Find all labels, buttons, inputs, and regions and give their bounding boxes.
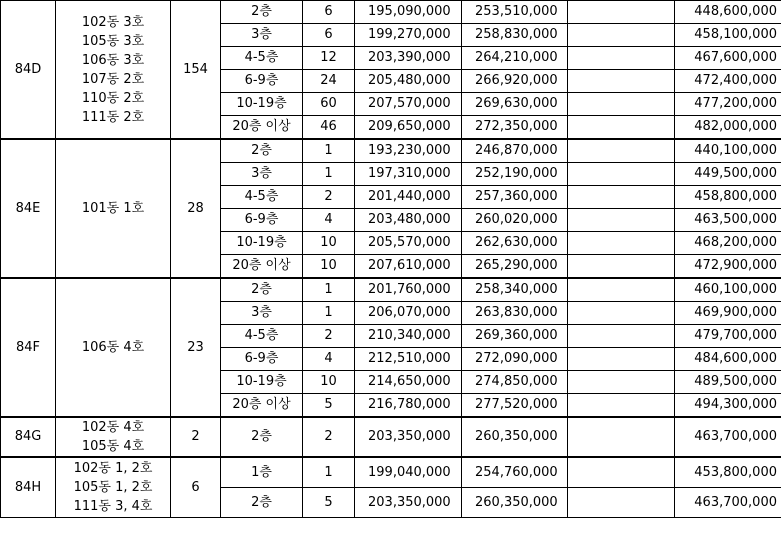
floor-cell: 2층 (221, 278, 303, 302)
land-price-cell: 195,090,000 (355, 1, 462, 24)
total-price-cell: 479,700,000 (675, 325, 781, 348)
land-price-cell: 207,610,000 (355, 255, 462, 279)
total-price-cell: 448,600,000 (675, 1, 781, 24)
building-price-cell: 274,850,000 (462, 371, 568, 394)
floor-cell: 3층 (221, 24, 303, 47)
building-unit-label: 102동 3호 (81, 14, 145, 30)
table-row (1, 139, 781, 163)
building-price-cell: 263,830,000 (462, 302, 568, 325)
land-price-cell: 205,480,000 (355, 70, 462, 93)
building-unit-label: 101동 1호 (81, 201, 145, 216)
unit-type-cell: 84H (1, 457, 56, 518)
vat-cell (568, 209, 675, 232)
land-price-cell: 203,350,000 (355, 488, 462, 518)
total-price-cell: 463,500,000 (675, 209, 781, 232)
land-price-cell: 214,650,000 (355, 371, 462, 394)
total-price-cell: 460,100,000 (675, 278, 781, 302)
total-price-cell: 477,200,000 (675, 93, 781, 116)
floor-cell: 6-9층 (221, 209, 303, 232)
households-cell: 10 (303, 255, 355, 279)
households-cell: 6 (303, 24, 355, 47)
building-unit-label: 105동 3호 (81, 33, 145, 49)
land-price-cell: 210,340,000 (355, 325, 462, 348)
total-price-cell: 472,900,000 (675, 255, 781, 279)
table-row (1, 417, 781, 457)
floor-cell: 6-9층 (221, 348, 303, 371)
building-price-cell: 262,630,000 (462, 232, 568, 255)
building-price-cell: 260,350,000 (462, 488, 568, 518)
households-cell: 2 (303, 417, 355, 457)
floor-cell: 20층 이상 (221, 394, 303, 418)
unit-count-cell: 28 (171, 139, 221, 278)
building-price-cell: 272,350,000 (462, 116, 568, 140)
table-row (1, 1, 781, 24)
vat-cell (568, 70, 675, 93)
households-cell: 6 (303, 1, 355, 24)
vat-cell (568, 186, 675, 209)
households-cell: 60 (303, 93, 355, 116)
building-units-cell (56, 278, 171, 417)
floor-cell: 4-5층 (221, 186, 303, 209)
households-cell: 1 (303, 278, 355, 302)
building-price-cell: 258,340,000 (462, 278, 568, 302)
floor-cell: 10-19층 (221, 371, 303, 394)
total-price-cell: 467,600,000 (675, 47, 781, 70)
vat-cell (568, 325, 675, 348)
land-price-cell: 201,760,000 (355, 278, 462, 302)
building-units-cell (56, 1, 171, 140)
households-cell: 1 (303, 302, 355, 325)
vat-cell (568, 371, 675, 394)
building-unit-label: 105동 4호 (81, 439, 145, 454)
households-cell: 5 (303, 394, 355, 418)
households-cell: 24 (303, 70, 355, 93)
households-cell: 10 (303, 371, 355, 394)
total-price-cell: 458,100,000 (675, 24, 781, 47)
land-price-cell: 197,310,000 (355, 163, 462, 186)
vat-cell (568, 116, 675, 140)
vat-cell (568, 93, 675, 116)
table-row (1, 278, 781, 302)
land-price-cell: 206,070,000 (355, 302, 462, 325)
vat-cell (568, 457, 675, 488)
building-price-cell: 269,630,000 (462, 93, 568, 116)
total-price-cell: 472,400,000 (675, 70, 781, 93)
building-unit-label: 106동 4호 (81, 340, 145, 355)
land-price-cell: 193,230,000 (355, 139, 462, 163)
unit-count-cell: 23 (171, 278, 221, 417)
floor-cell: 3층 (221, 302, 303, 325)
building-price-cell: 257,360,000 (462, 186, 568, 209)
floor-cell: 6-9층 (221, 70, 303, 93)
total-price-cell: 482,000,000 (675, 116, 781, 140)
building-unit-label: 102동 4호 (81, 420, 145, 435)
floor-cell: 4-5층 (221, 325, 303, 348)
total-price-cell: 440,100,000 (675, 139, 781, 163)
building-price-cell: 277,520,000 (462, 394, 568, 418)
vat-cell (568, 278, 675, 302)
unit-type-cell: 84G (1, 417, 56, 457)
building-price-cell: 252,190,000 (462, 163, 568, 186)
land-price-cell: 203,480,000 (355, 209, 462, 232)
building-price-cell: 272,090,000 (462, 348, 568, 371)
households-cell: 46 (303, 116, 355, 140)
floor-cell: 4-5층 (221, 47, 303, 70)
table-body (1, 1, 781, 518)
households-cell: 2 (303, 186, 355, 209)
floor-cell: 10-19층 (221, 232, 303, 255)
vat-cell (568, 394, 675, 418)
table-row (1, 457, 781, 488)
building-unit-label: 107동 2호 (81, 71, 145, 87)
building-unit-label: 105동 1, 2호 (73, 480, 153, 495)
vat-cell (568, 255, 675, 279)
total-price-cell: 484,600,000 (675, 348, 781, 371)
total-price-cell: 489,500,000 (675, 371, 781, 394)
building-units-cell (56, 417, 171, 457)
vat-cell (568, 163, 675, 186)
building-unit-label: 102동 1, 2호 (73, 461, 153, 476)
floor-cell: 2층 (221, 488, 303, 518)
total-price-cell: 449,500,000 (675, 163, 781, 186)
building-units-cell (56, 457, 171, 518)
total-price-cell: 494,300,000 (675, 394, 781, 418)
unit-count-cell: 154 (171, 1, 221, 140)
total-price-cell: 453,800,000 (675, 457, 781, 488)
households-cell: 1 (303, 139, 355, 163)
building-unit-label: 111동 2호 (81, 109, 145, 125)
building-price-cell: 264,210,000 (462, 47, 568, 70)
building-price-cell: 246,870,000 (462, 139, 568, 163)
vat-cell (568, 302, 675, 325)
land-price-cell: 199,040,000 (355, 457, 462, 488)
building-price-cell: 265,290,000 (462, 255, 568, 279)
building-price-cell: 254,760,000 (462, 457, 568, 488)
households-cell: 1 (303, 163, 355, 186)
floor-cell: 2층 (221, 1, 303, 24)
land-price-cell: 203,350,000 (355, 417, 462, 457)
unit-type-cell: 84E (1, 139, 56, 278)
building-price-cell: 269,360,000 (462, 325, 568, 348)
floor-cell: 1층 (221, 457, 303, 488)
land-price-cell: 205,570,000 (355, 232, 462, 255)
total-price-cell: 463,700,000 (675, 488, 781, 518)
floor-cell: 3층 (221, 163, 303, 186)
building-unit-label: 106동 3호 (81, 52, 145, 68)
total-price-cell: 463,700,000 (675, 417, 781, 457)
building-unit-label: 111동 3, 4호 (73, 499, 153, 514)
total-price-cell: 469,900,000 (675, 302, 781, 325)
vat-cell (568, 47, 675, 70)
land-price-cell: 212,510,000 (355, 348, 462, 371)
vat-cell (568, 417, 675, 457)
land-price-cell: 207,570,000 (355, 93, 462, 116)
households-cell: 4 (303, 209, 355, 232)
floor-cell: 2층 (221, 417, 303, 457)
land-price-cell: 201,440,000 (355, 186, 462, 209)
land-price-cell: 199,270,000 (355, 24, 462, 47)
households-cell: 1 (303, 457, 355, 488)
building-price-cell: 260,350,000 (462, 417, 568, 457)
vat-cell (568, 139, 675, 163)
unit-type-cell: 84D (1, 1, 56, 140)
vat-cell (568, 232, 675, 255)
land-price-cell: 216,780,000 (355, 394, 462, 418)
unit-count-cell: 2 (171, 417, 221, 457)
households-cell: 10 (303, 232, 355, 255)
building-unit-label: 110동 2호 (81, 90, 145, 106)
households-cell: 2 (303, 325, 355, 348)
vat-cell (568, 348, 675, 371)
vat-cell (568, 1, 675, 24)
floor-cell: 10-19층 (221, 93, 303, 116)
total-price-cell: 468,200,000 (675, 232, 781, 255)
vat-cell (568, 24, 675, 47)
building-price-cell: 266,920,000 (462, 70, 568, 93)
building-price-cell: 260,020,000 (462, 209, 568, 232)
households-cell: 5 (303, 488, 355, 518)
unit-type-cell: 84F (1, 278, 56, 417)
building-price-cell: 253,510,000 (462, 1, 568, 24)
households-cell: 12 (303, 47, 355, 70)
floor-cell: 2층 (221, 139, 303, 163)
building-price-cell: 258,830,000 (462, 24, 568, 47)
floor-cell: 20층 이상 (221, 255, 303, 279)
building-units-cell (56, 139, 171, 278)
households-cell: 4 (303, 348, 355, 371)
unit-count-cell: 6 (171, 457, 221, 518)
land-price-cell: 209,650,000 (355, 116, 462, 140)
total-price-cell: 458,800,000 (675, 186, 781, 209)
floor-cell: 20층 이상 (221, 116, 303, 140)
vat-cell (568, 488, 675, 518)
land-price-cell: 203,390,000 (355, 47, 462, 70)
